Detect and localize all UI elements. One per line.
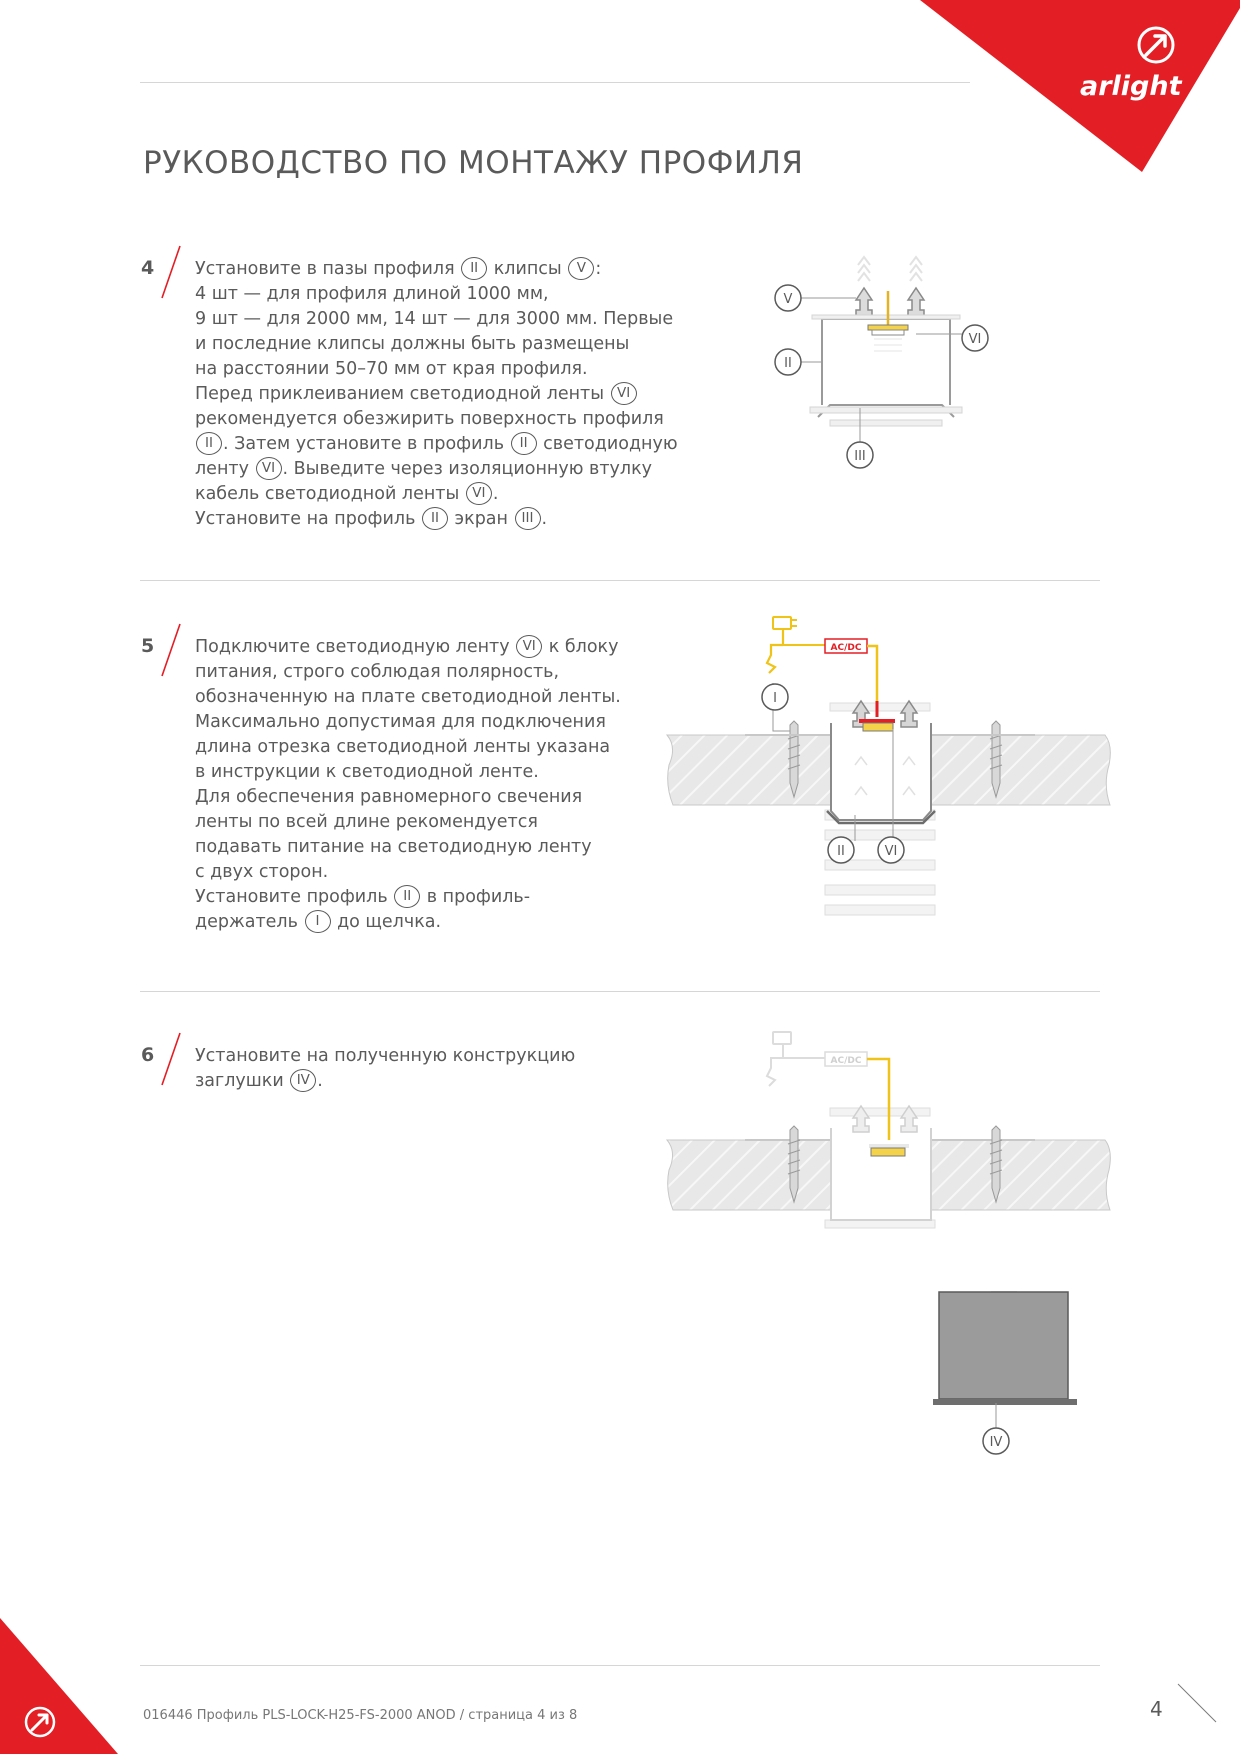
diagram-step-4 — [770, 255, 1000, 475]
psu-label: AC/DC — [830, 1056, 862, 1066]
text-segment: 9 шт — для 2000 мм, 14 шт — для 3000 мм. Первые — [195, 309, 674, 329]
text-line — [195, 760, 621, 785]
text-line — [195, 860, 621, 885]
step-slash-icon — [158, 622, 184, 678]
text-line — [195, 735, 621, 760]
callout-label: VI — [968, 332, 982, 347]
callout-label: VI — [884, 844, 898, 859]
text-line — [195, 407, 678, 432]
text-segment: . Выведите через изоляционную втулку — [282, 459, 652, 479]
step-5-text — [195, 635, 621, 935]
text-line — [195, 660, 621, 685]
text-segment: подавать питание на светодиодную ленту — [195, 837, 592, 857]
callout-label: IV — [989, 1435, 1003, 1450]
text-line — [195, 910, 621, 935]
part-reference-badge: I — [305, 910, 331, 933]
text-segment: заглушки — [195, 1071, 290, 1091]
psu-label: AC/DC — [830, 643, 862, 653]
callout-label: II — [837, 844, 845, 859]
text-line — [195, 885, 621, 910]
text-segment: держатель — [195, 912, 304, 932]
brand-corner-bottom — [0, 1610, 120, 1754]
text-segment: Подключите светодиодную ленту — [195, 637, 516, 657]
text-line — [195, 432, 678, 457]
text-segment: обозначенную на плате светодиодной ленты. — [195, 687, 621, 707]
diagram-step-6 — [665, 1030, 1115, 1240]
text-segment: . — [317, 1071, 323, 1091]
part-reference-badge: VI — [256, 457, 282, 480]
text-segment: и последние клипсы должны быть размещены — [195, 334, 630, 354]
text-line — [195, 457, 678, 482]
step-slash-icon — [158, 1031, 184, 1087]
end-cap-diagram — [925, 1285, 1115, 1460]
step-slash-icon — [158, 244, 184, 300]
text-segment: до щелчка. — [331, 912, 442, 932]
step-6-text — [195, 1044, 575, 1094]
text-segment: Максимально допустимая для подключения — [195, 712, 606, 732]
text-segment: : — [595, 259, 602, 279]
text-segment: с двух сторон. — [195, 862, 329, 882]
section-divider — [140, 991, 1100, 992]
text-segment: длина отрезка светодиодной ленты указана — [195, 737, 611, 757]
text-segment: 4 шт — для профиля длиной 1000 мм, — [195, 284, 549, 304]
part-reference-badge: III — [515, 507, 541, 530]
text-line — [195, 282, 678, 307]
brand-corner — [920, 0, 1240, 175]
step-number: 4 — [141, 257, 155, 279]
text-segment: Установите в пазы профиля — [195, 259, 461, 279]
text-segment: . — [492, 484, 499, 504]
part-reference-badge: II — [394, 885, 420, 908]
callout-label: III — [854, 449, 866, 464]
text-line — [195, 835, 621, 860]
text-line — [195, 1069, 575, 1094]
step-number: 6 — [141, 1044, 155, 1066]
text-segment: питания, строго соблюдая полярность, — [195, 662, 560, 682]
text-segment: клипсы — [488, 259, 568, 279]
page-title: РУКОВОДСТВО ПО МОНТАЖУ ПРОФИЛЯ — [143, 144, 804, 181]
part-reference-badge: VI — [516, 635, 542, 658]
text-segment: Установите на полученную конструкцию — [195, 1046, 576, 1066]
part-reference-badge: II — [196, 432, 222, 455]
text-line — [195, 307, 678, 332]
text-line — [195, 357, 678, 382]
text-segment: ленты по всей длине рекомендуется — [195, 812, 538, 832]
text-segment: экран — [448, 509, 514, 529]
text-segment: Для обеспечения равномерного свечения — [195, 787, 583, 807]
page-corner-slash-icon — [1170, 1682, 1220, 1730]
callout-label: II — [784, 356, 792, 371]
text-segment: Установите профиль — [195, 887, 394, 907]
text-line — [195, 710, 621, 735]
text-line — [195, 332, 678, 357]
footer-rule — [140, 1665, 1100, 1666]
footer-text: 016446 Профиль PLS-LOCK-H25-FS-2000 ANOD / страница 4 из 8 — [143, 1708, 578, 1723]
text-segment: светодиодную — [537, 434, 678, 454]
text-segment: к блоку — [543, 637, 619, 657]
brand-logo: arlight — [1080, 71, 1182, 102]
text-line — [195, 482, 678, 507]
text-segment: Перед приклеиванием светодиодной ленты — [195, 384, 610, 404]
top-rule — [140, 82, 970, 83]
callout-label: V — [783, 292, 793, 307]
text-segment: . — [541, 509, 548, 529]
text-line — [195, 1044, 575, 1069]
callout-label: I — [773, 691, 777, 706]
text-segment: Установите на профиль — [195, 509, 421, 529]
page-number: 4 — [1150, 1697, 1163, 1721]
text-line — [195, 785, 621, 810]
part-reference-badge: V — [568, 257, 594, 280]
text-segment: в профиль- — [421, 887, 531, 907]
text-segment: рекомендуется обезжирить поверхность профиля — [195, 409, 664, 429]
part-reference-badge: VI — [466, 482, 492, 505]
part-reference-badge: II — [422, 507, 448, 530]
diagram-step-5 — [665, 615, 1115, 930]
text-line — [195, 635, 621, 660]
text-line — [195, 257, 678, 282]
part-reference-badge: VI — [611, 382, 637, 405]
text-segment: в инструкции к светодиодной ленте. — [195, 762, 539, 782]
text-line — [195, 685, 621, 710]
step-4-text — [195, 257, 678, 532]
text-line — [195, 382, 678, 407]
text-segment: кабель светодиодной ленты — [195, 484, 465, 504]
part-reference-badge: II — [511, 432, 537, 455]
text-segment: на расстоянии 50–70 мм от края профиля. — [195, 359, 588, 379]
text-line — [195, 810, 621, 835]
part-reference-badge: II — [461, 257, 487, 280]
text-segment: ленту — [195, 459, 255, 479]
text-segment: . Затем установите в профиль — [223, 434, 510, 454]
part-reference-badge: IV — [290, 1069, 316, 1092]
text-line — [195, 507, 678, 532]
section-divider — [140, 580, 1100, 581]
step-number: 5 — [141, 635, 155, 657]
